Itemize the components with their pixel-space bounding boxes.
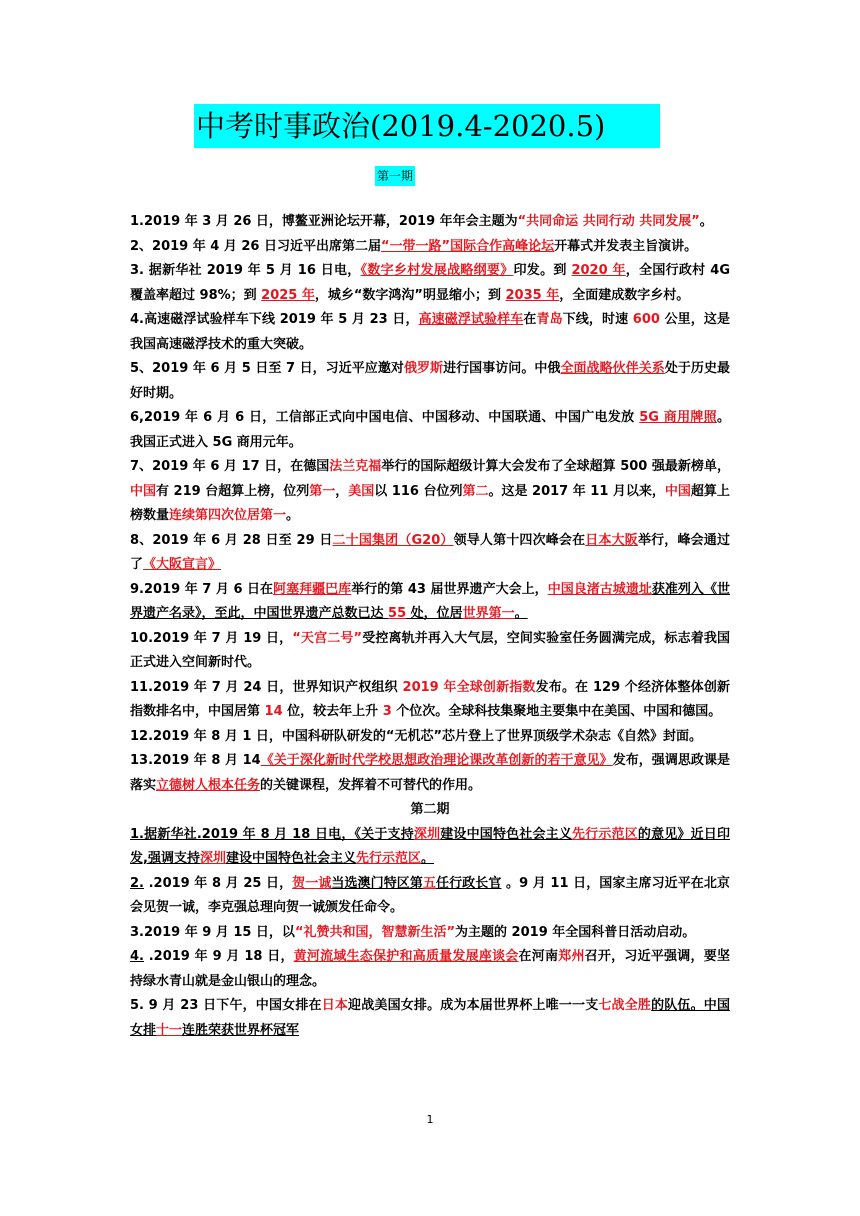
document-title: 中考时事政治(2019.4-2020.5) (194, 104, 660, 148)
section-heading-2: 第二期 (410, 802, 450, 817)
news-item-s2-1: 1.据新华社.2019 年 8 月 18 日电，《关于支持深圳建设中国特色社会主义先行示范区的意见》近日印发,强调支持深圳建设中国特色社会主义先行示范区。 (130, 826, 730, 866)
news-item-s2-3: 3.2019 年 9 月 15 日，以“礼赞共和国，智慧新生活”为主题的 2019 年全国科普日活动启动。 (130, 924, 696, 940)
news-item-1: 1.2019 年 3 月 26 日，博鳌亚洲论坛开幕，2019 年年会主题为“共同命运 共同行动 共同发展”。 (130, 214, 713, 229)
news-item-13: 13.2019 年 8 月 14《关于深化新时代学校思想政治理论课改革创新的若干意见》发布，强调思政课是落实立德树人根本任务的关键课程，发挥着不可替代的作用。 (130, 753, 730, 793)
section-heading-1: 第一期 (375, 166, 415, 186)
news-item-7: 7、2019 年 6 月 17 日，在德国法兰克福举行的国际超级计算大会发布了全球超算 500 强最新榜单，中国有 219 台超算上榜，位列第一，美国以 116 台位列第二。这是 2017 年 11 月以来，中国超算上榜数量连续第四次位居第一。 (130, 459, 730, 523)
news-item-8: 8、2019 年 6 月 28 日至 29 日二十国集团（G20）领导人第十四次峰会在日本大阪举行，峰会通过了《大阪宣言》 (130, 532, 730, 572)
news-item-10: 10.2019 年 7 月 19 日，“天宫二号”受控离轨并再入大气层，空间实验室任务圆满完成，标志着我国正式进入空间新时代。 (130, 630, 730, 670)
news-item-s2-4: 4. .2019 年 9 月 18 日，黄河流域生态保护和高质量发展座谈会在河南郑州召开，习近平强调，要坚持绿水青山就是金山银山的理念。 (130, 949, 730, 989)
news-item-3: 3. 据新华社 2019 年 5 月 16 日电，《数字乡村发展战略纲要》印发。到 2020 年，全国行政村 4G 覆盖率超过 98%；到 2025 年，城乡“数字鸿沟”明显缩小；到 2035 年，全面建成数字乡村。 (130, 263, 730, 303)
news-item-5: 5、2019 年 6 月 5 日至 7 日，习近平应邀对俄罗斯进行国事访问。中俄全面战略伙伴关系处于历史最好时期。 (130, 361, 730, 401)
news-item-9: 9.2019 年 7 月 6 日在阿塞拜疆巴库举行的第 43 届世界遗产大会上，中国良渚古城遗址获准列入《世界遗产名录》，至此，中国世界遗产总数已达 55 处，位居世界第一。 (130, 581, 730, 621)
news-item-11: 11.2019 年 7 月 24 日，世界知识产权组织 2019 年全球创新指数发布。在 129 个经济体整体创新指数排名中，中国居第 14 位，较去年上升 3 个位次。全球科技集聚地主要集中在美国、中国和德国。 (130, 679, 730, 719)
news-item-4: 4.高速磁浮试验样车下线 2019 年 5 月 23 日，高速磁浮试验样车在青岛下线，时速 600 公里，这是我国高速磁浮技术的重大突破。 (130, 312, 730, 352)
news-item-s2-5: 5. 9 月 23 日下午，中国女排在日本迎战美国女排。成为本届世界杯上唯一一支七战全胜的队伍。中国女排十一连胜荣获世界杯冠军 (130, 998, 730, 1038)
news-item-12: 12.2019 年 8 月 1 日，中国科研队研发的“无机芯”芯片登上了世界顶级学术杂志《自然》封面。 (130, 728, 703, 744)
news-item-6: 6,2019 年 6 月 6 日，工信部正式向中国电信、中国移动、中国联通、中国广电发放 5G 商用牌照。我国正式进入 5G 商用元年。 (130, 410, 730, 450)
page-number: 1 (426, 1113, 434, 1126)
news-item-s2-2: 2. .2019 年 8 月 25 日，贺一诚当选澳门特区第五任行政长官 。9 月 11 日，国家主席习近平在北京会见贺一诚，李克强总理向贺一诚颁发任命令。 (130, 875, 730, 915)
news-item-2: 2、2019 年 4 月 26 日习近平出席第二届“一带一路”国际合作高峰论坛开幕式并发表主旨演讲。 (130, 238, 698, 254)
document-body (130, 210, 730, 1043)
